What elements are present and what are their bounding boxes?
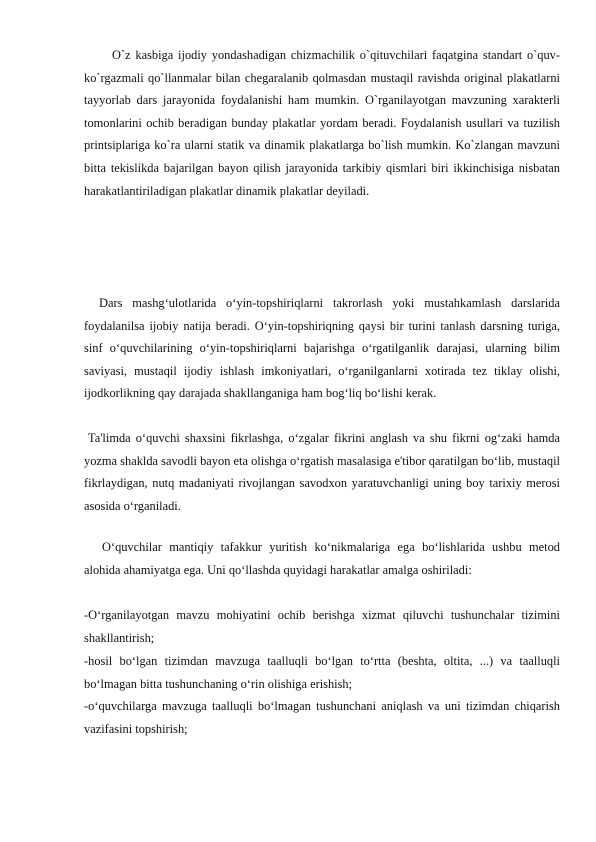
paragraph-game-tasks: Dars mashg‘ulotlarida o‘yin-topshiriqlarni takrorlash yoki mustahkamlash darslarida foydalanilsa ijobiy natija beradi. O‘yin-topshiriqning qaysi bir turini tanlash darsning turiga, sinf o‘quvchilarining o‘yin-topshiriqlarni bajarishga o‘rgatilganlik darajasi, ularning bilim saviyasi, mustaqil ijodiy ishlash imkoniyatlari, o‘rganilganlarni xotirada tez tiklay olishi, ijodkorlikning qay darajada shakllanganiga ham bog‘liq bo‘lishi kerak.: [84, 296, 560, 401]
paragraph-logical-thinking: O‘quvchilar mantiqiy tafakkur yuritish ko‘nikmalariga ega bo‘lishlarida ushbu metod alohida ahamiyatga ega. Uni qo‘llashda quyidagi harakatlar amalga oshiriladi:: [84, 540, 560, 577]
list-item-related-concepts: -hosil bo‘lgan tizimdan mavzuga taalluqli bo‘lgan to‘rtta (beshta, oltita, ...) va taalluqli bo‘lmagan bitta tushunchaning o‘rin olishiga erishish;: [84, 654, 560, 691]
list-item-concept-system: -O‘rganilayotgan mavzu mohiyatini ochib berishga xizmat qiluvchi tushunchalar tizimini shakllantirish;: [84, 608, 560, 645]
paragraph-education-thinking: Ta'limda o‘quvchi shaxsini fikrlashga, o‘zgalar fikrini anglash va shu fikrni og‘zaki hamda yozma shaklda savodli bayon eta olishga o‘rgatish masalasiga e'tibor qaratilgan bo‘lib, mustaqil fikrlaydigan, nutq madaniyati rivojlangan savodxon yaratuvchanligi uning boy tarixiy merosi asosida o‘rganiladi.: [84, 431, 560, 513]
paragraph-dynamic-posters: O`z kasbiga ijodiy yondashadigan chizmachilik o`qituvchilari faqatgina standart o`quv-ko`rgazmali qo`llanmalar bilan chegaralanib qolmasdan mustaqil ravishda original plakatlarni tayyorlab dars jarayonida foydalanishi ham mumkin. O`rganilayotgan mavzuning xarakterli tomonlarini ochib beradigan bunday plakatlar yordam beradi. Foydalanish usullari va tuzilish printsiplariga ko`ra ularni statik va dinamik plakatlarga bo`lish mumkin. Ko`zlangan mavzuni bitta tekislikda bajarilgan bayon qilish jarayonida tarkibiy qismlari biri ikkinchisiga nisbatan harakatlantiriladigan plakatlar dinamik plakatlar deyiladi.: [84, 48, 560, 198]
list-item-exclude-concept: -o‘quvchilarga mavzuga taalluqli bo‘lmagan tushunchani aniqlash va uni tizimdan chiqarish vazifasini topshirish;: [84, 699, 560, 736]
